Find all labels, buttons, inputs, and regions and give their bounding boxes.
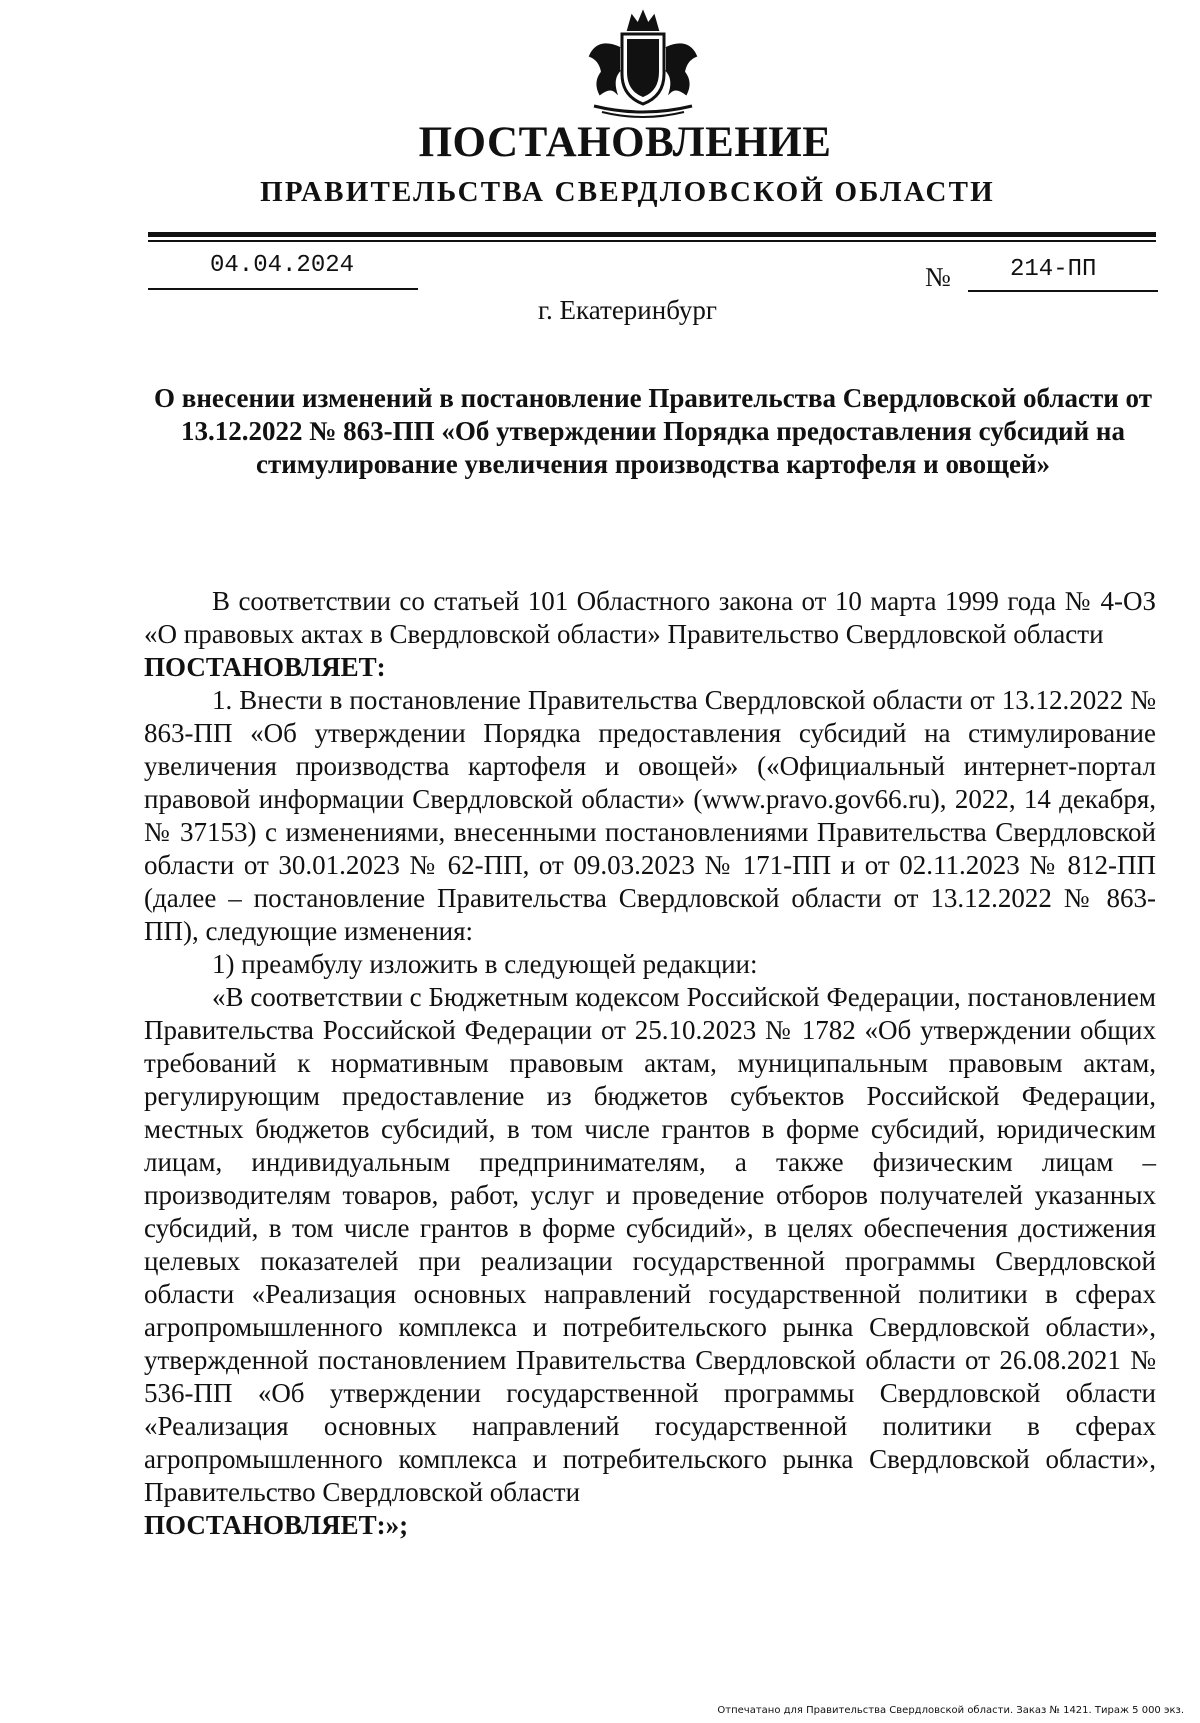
number-sign: № bbox=[925, 262, 951, 292]
number-underline bbox=[968, 290, 1158, 292]
sub-item-1-paragraph: 1) преамбулу изложить в следующей редакции: bbox=[212, 949, 758, 979]
header-rule-thick bbox=[148, 232, 1156, 237]
decree-word-closing: ПОСТАНОВЛЯЕТ:»; bbox=[144, 1510, 409, 1540]
print-footer: Отпечатано для Правительства Свердловской области. Заказ № 1421. Тираж 5 000 экз. bbox=[717, 1705, 1184, 1716]
header-rule-thin bbox=[148, 240, 1156, 242]
preamble-quote-paragraph: «В соответствии с Бюджетным кодексом Российской Федерации, постановлением Правительства Российской Федерации от 25.10.2023 № 1782 «Об утверждении общих требований к нормативным правовым актам, муниципальным правовым актам, регулирующим предоставление из бюджетов субъектов Российской Федерации, местных бюджетов субсидий, в том числе грантов в форме субсидий, юридическим лицам, индивидуальным предпринимателям, а также физическим лицам – производителям товаров, работ, услуг и проведение отборов получателей указанных субсидий, в том числе грантов в форме субсидий», в целях обеспечения достижения целевых показателей при реализации государственной программы Свердловской области «Реализация основных направлений государственной политики в сферах агропромышленного комплекса и потребительского рынка Свердловской области», утвержденной постановлением Правительства Свердловской области от 26.08.2021 № 536-ПП «Об утверждении государственной программы Свердловской области «Реализация основных направлений государственной политики в сферах агропромышленного комплекса и потребительского рынка Свердловской области», Правительство Свердловской области bbox=[144, 982, 1156, 1507]
document-number: 214-ПП bbox=[1010, 256, 1097, 283]
intro-paragraph: В соответствии со статьей 101 Областного закона от 10 марта 1999 года № 4-ОЗ «О правовых актах в Свердловской области» Правительство Свердловской области bbox=[144, 586, 1156, 649]
document-heading: О внесении изменений в постановление Правительства Свердловской области от 13.12.2022 № 863-ПП «Об утверждении Порядка предоставления субсидий на стимулирование увеличения производства картофеля и овощей» bbox=[154, 383, 1152, 479]
date-underline bbox=[148, 288, 418, 290]
document-body bbox=[144, 585, 1156, 1542]
city-of-issue: г. Екатеринбург bbox=[538, 295, 717, 325]
document-date: 04.04.2024 bbox=[210, 252, 355, 279]
item-1-paragraph: 1. Внести в постановление Правительства Свердловской области от 13.12.2022 № 863-ПП «Об утверждении Порядка предоставления субсидий на стимулирование увеличения производства картофеля и овощей» («Официальный интернет-портал правовой информации Свердловской области» (www.pravo.gov66.ru), 2022, 14 декабря, № 37153) с изменениями, внесенными постановлениями Правительства Свердловской области от 30.01.2023 № 62-ПП, от 09.03.2023 № 171-ПП и от 02.11.2023 № 812-ПП (далее – постановление Правительства Свердловской области от 13.12.2022 № 863-ПП), следующие изменения: bbox=[144, 685, 1156, 946]
issuing-authority: ПРАВИТЕЛЬСТВА СВЕРДЛОВСКОЙ ОБЛАСТИ bbox=[260, 176, 995, 208]
decree-word: ПОСТАНОВЛЯЕТ: bbox=[144, 652, 386, 682]
document-type-title: ПОСТАНОВЛЕНИЕ bbox=[418, 119, 832, 166]
coat-of-arms-icon bbox=[580, 8, 706, 120]
